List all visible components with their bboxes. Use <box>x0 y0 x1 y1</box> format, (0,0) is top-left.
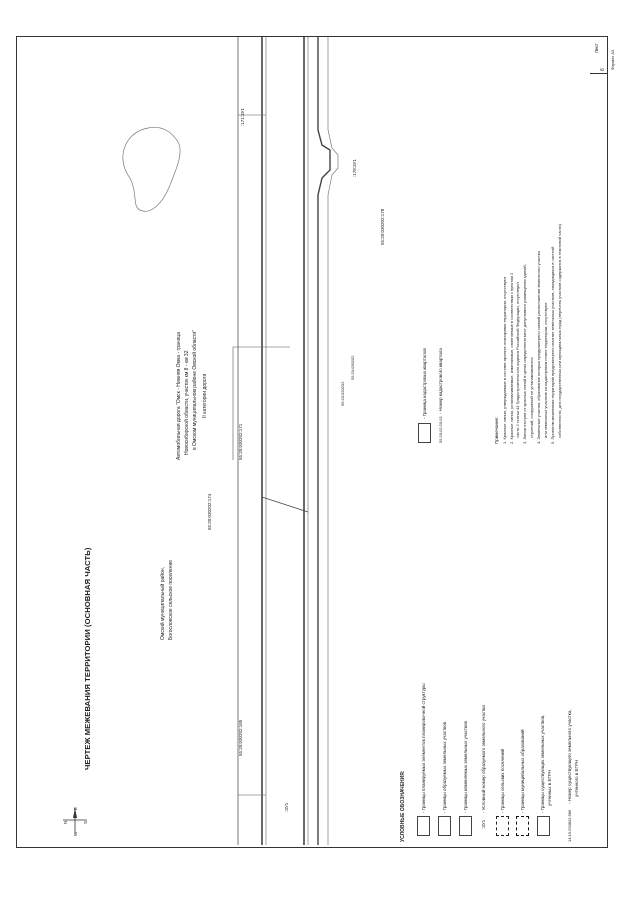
legend-sym-zu: :ЗУ1 <box>481 819 486 829</box>
road-label-3: в Омском муниципальном районе Омской области" <box>192 330 198 450</box>
note-line-6: 4. Земельные участки, образование которых предусмотрено схемой расположения земельного участка <box>536 251 541 444</box>
legend-item-planning: - Границы планируемых элементов планировочной структуры <box>421 683 426 813</box>
note-line-7: или земельных участков на кадастровом плане территории, отсутствуют <box>543 302 548 438</box>
quarter-label-b: 55:20:030202 <box>350 355 355 380</box>
format-label: Формат А3 <box>610 49 615 70</box>
legend-item-parcel-num-1: - Номер существующего земельного участка, <box>567 709 572 804</box>
quarter-label-a: 55:20:030202 <box>340 381 345 406</box>
compass-e: E <box>73 806 78 810</box>
legend-item-existing-2: учтенных в ЕГРН <box>547 769 552 806</box>
parcel-185-label: 55:20:030202:185 <box>238 719 243 756</box>
legend-item-changed: - Границы изменяемых земельных участков <box>463 721 468 813</box>
legend-symbol-municipal <box>516 816 529 836</box>
parcel-171-label: 55:20:030202:171 <box>238 423 243 460</box>
quarter-boundary-segment <box>262 497 308 512</box>
legend-item-formed: - Границы образуемых земельных участков <box>442 721 447 813</box>
legend-symbol-rural <box>496 816 509 836</box>
page-title: ЧЕРТЕЖ МЕЖЕВАНИЯ ТЕРРИТОРИИ (ОСНОВНАЯ ЧАСТЬ) <box>83 547 92 770</box>
legend-sym-quarter-num: 55:20:02:20:02 <box>438 416 443 443</box>
legend-item-quarter-boundary: - Граница кадастровых кварталов <box>422 348 427 419</box>
compass-s: S <box>83 820 88 824</box>
legend-item-rural: - Границы сельских поселений <box>500 749 505 813</box>
note-line-1: 1. Красные линии, утверждаемые в составе проекта планировки территории, отсутствуют <box>502 276 507 444</box>
note-line-5: строений, сооружений не устанавливаются <box>529 357 534 438</box>
legend-item-municipal: - Границы муниципальных образований <box>520 729 525 813</box>
legend-item-zu: - Условный номер образуемого земельного участка <box>481 705 486 813</box>
legend-sym-parcel-num: 14:19:290802:586 <box>567 809 572 842</box>
legend-symbol-changed <box>459 816 472 836</box>
road-label-2: Новосибирской области, участок км 8 - км 32 <box>184 350 190 455</box>
notes-heading: Примечание: <box>494 416 499 444</box>
legend-item-existing-1: - Границы существующих земельных участков, <box>540 714 545 813</box>
parcel-178-label: 55:20:030202:178 <box>380 208 385 245</box>
zu-171-label: :171:ЗУ1 <box>240 107 245 126</box>
note-line-9: собственности, для государственных или муниципальных нужд (перечень участков содержится в текстовой части) <box>557 224 562 438</box>
sheet-number: 6 <box>600 68 606 71</box>
road-label-4: II категории дороги <box>202 373 208 418</box>
legend-symbol-quarter-boundary <box>418 423 431 443</box>
district-label-2: Богословское сельское поселение <box>168 559 174 640</box>
note-line-2: 2. Красные линии, устанавливаемые, изменяемые, отменяемые в соответствии с пунктом 2 <box>509 272 514 444</box>
parcel-174-label: 55:20:030202:174 <box>207 493 212 530</box>
road-label-1: Автомобильная дорога "Омск - Нижняя Омка - граница <box>176 331 182 460</box>
zu-178-label: :178:ЗУ1 <box>352 158 357 177</box>
compass-w: W <box>73 831 78 836</box>
note-line-3: части 2 статьи 43 Градостроительного кодекса Российской Федерации, отсутствуют <box>515 281 520 438</box>
legend-symbol-existing <box>537 816 550 836</box>
district-label-1: Омский муниципальный район, <box>160 566 166 640</box>
note-line-4: 3. Линии отступа от красных линий в целях определения мест допустимого размещения зданий, <box>522 264 527 444</box>
legend-item-parcel-num-2: учтенного в ЕГРН <box>574 759 579 797</box>
note-line-8: 5. Проектом межевания территории предусмотрено изъятие земельных участков, находящихся в частной <box>550 246 555 444</box>
lake-outline <box>123 127 180 211</box>
sheet-label: Лист <box>594 43 599 53</box>
legend-symbol-planning <box>417 816 430 836</box>
compass-n: N <box>63 820 68 824</box>
legend-item-quarter-num: - Номер кадастрового квартала <box>438 348 443 414</box>
legend-heading: УСЛОВНЫЕ ОБОЗНАЧЕНИЯ: <box>400 770 406 842</box>
legend-symbol-formed <box>438 816 451 836</box>
zu-left-label: :ЗУ1 <box>284 802 289 812</box>
